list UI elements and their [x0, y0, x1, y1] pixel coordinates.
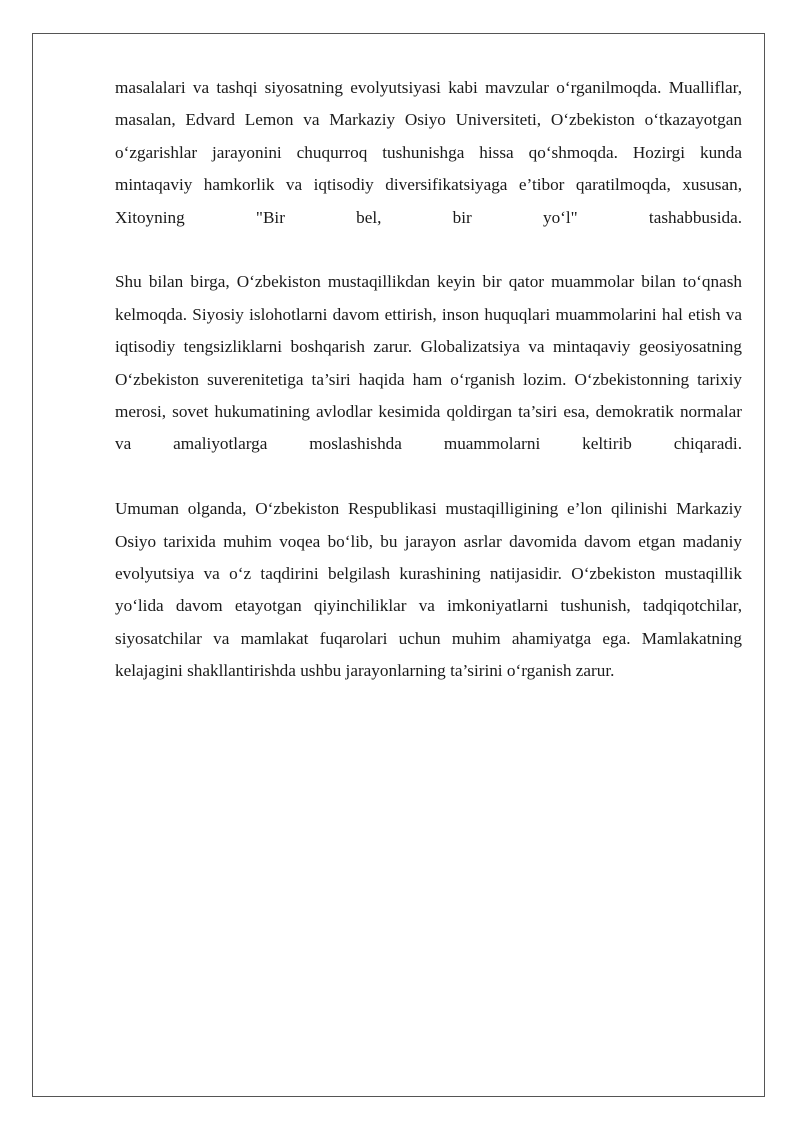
paragraph-3: Umuman olganda, O‘zbekiston Respublikasi mustaqilligining e’lon qilinishi Markaziy Osiyo tarixida muhim voqea bo‘lib, bu jarayon asrlar davomida davom etgan madaniy evolyutsiya va o‘z taqdirini belgilash kurashining natijasidir. O‘zbekiston mustaqillik yo‘lida davom etayotgan qiyinchiliklar va imkoniyatlarni tushunish, tadqiqotchilar, siyosatchilar va mamlakat fuqarolari uchun muhim ahamiyatga ega. Mamlakatning kelajagini shakllantirishda ushbu jarayonlarning ta’sirini o‘rganish zarur. [115, 499, 742, 681]
paragraph-1: masalalari va tashqi siyosatning evolyutsiyasi kabi mavzular o‘rganilmoqda. Mualliflar, masalan, Edvard Lemon va Markaziy Osiyo Universiteti, O‘zbekiston o‘tkazayotgan o‘zgarishlar jarayonini chuqurroq tushunishga hissa qo‘shmoqda. Hozirgi kunda mintaqaviy hamkorlik va iqtisodiy diversifikatsiyaga e’tibor qaratilmoqda, xususan, Xitoyning "Bir bel, bir yo‘l" tashabbusida. [115, 78, 742, 227]
document-body [115, 72, 742, 720]
paragraph-2: Shu bilan birga, O‘zbekiston mustaqillikdan keyin bir qator muammolar bilan to‘qnash kelmoqda. Siyosiy islohotlarni davom ettirish, inson huquqlari muammolarini hal etish va iqtisodiy tengsizliklarni boshqarish zarur. Globalizatsiya va mintaqaviy geosiyosatning O‘zbekiston suverenitetiga ta’siri haqida ham o‘rganish lozim. O‘zbekistonning tarixiy merosi, sovet hukumatining avlodlar kesimida qoldirgan ta’siri esa, demokratik normalar va amaliyotlarga moslashishda muammolarni keltirib chiqaradi. [115, 272, 742, 454]
